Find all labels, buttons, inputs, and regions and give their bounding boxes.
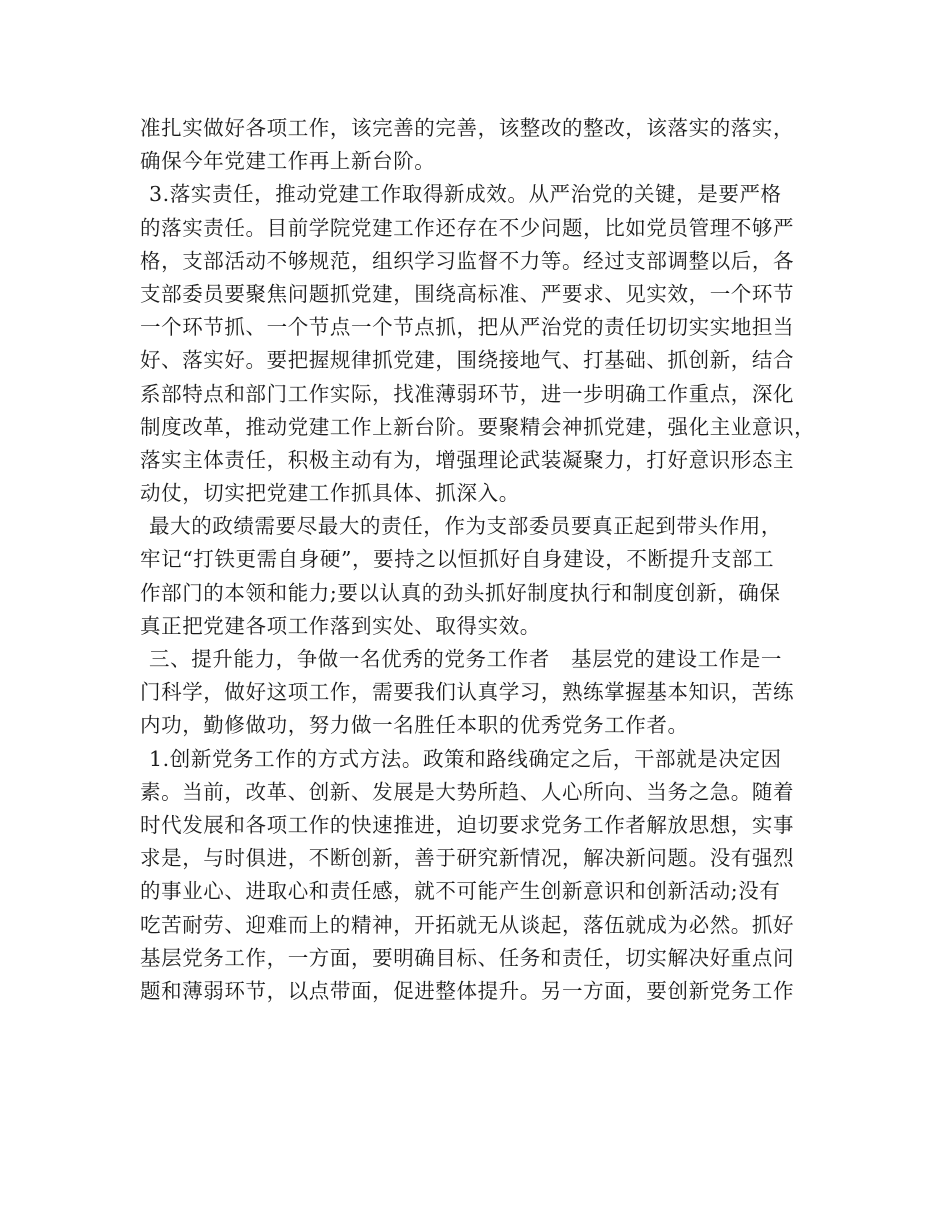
text-line: 一个环节抓、一个节点一个节点抓，把从严治党的责任切切实实地担当 (140, 315, 795, 340)
text-line: 求是，与时俱进，不断创新，善于研究新情况，解决新问题。没有强烈 (140, 846, 795, 871)
text-line: 牢记“打铁更需自身硬”，要持之以恒抓好自身建设，不断提升支部工 (140, 547, 775, 572)
document-body (140, 112, 830, 1008)
text-line: 作部门的本领和能力;要以认真的劲头抓好制度执行和制度创新，确保 (140, 580, 781, 605)
text-line: 3.落实责任，推动党建工作取得新成效。从严治党的关键，是要严格 (149, 182, 782, 207)
text-line: 三、提升能力，争做一名优秀的党务工作者 基层党的建设工作是一 (149, 647, 782, 671)
text-line: 好、落实好。要把握规律抓党建，围绕接地气、打基础、抓创新，结合 (140, 348, 795, 373)
text-line: 动仗，切实把党建工作抓具体、抓深入。 (140, 481, 520, 506)
text-line: 系部特点和部门工作实际，找准薄弱环节，进一步明确工作重点，深化 (140, 381, 795, 406)
text-line: 准扎实做好各项工作，该完善的完善，该整改的整改，该落实的落实， (140, 116, 795, 140)
text-line: 真正把党建各项工作落到实处、取得实效。 (140, 613, 541, 638)
text-line: 的事业心、进取心和责任感，就不可能产生创新意识和创新活动;没有 (140, 879, 781, 904)
text-line: 素。当前，改革、创新、发展是大势所趋、人心所向、当务之急。随着 (140, 779, 795, 804)
text-line: 落实主体责任，积极主动有为，增强理论武装凝聚力，打好意识形态主 (140, 447, 795, 472)
text-line: 最大的政绩需要尽最大的责任，作为支部委员要真正起到带头作用， (149, 514, 782, 539)
text-line: 的落实责任。目前学院党建工作还存在不少问题，比如党员管理不够严 (140, 215, 795, 240)
text-line: 吃苦耐劳、迎难而上的精神，开拓就无从谈起，落伍就成为必然。抓好 (140, 912, 795, 937)
text-line: 基层党务工作，一方面，要明确目标、任务和责任，切实解决好重点问 (140, 945, 795, 970)
text-line: 题和薄弱环节，以点带面，促进整体提升。另一方面，要创新党务工作 (140, 978, 795, 1003)
text-line: 1.创新党务工作的方式方法。政策和路线确定之后，干部就是决定因 (149, 746, 782, 771)
text-line: 门科学，做好这项工作，需要我们认真学习，熟练掌握基本知识，苦练 (140, 680, 795, 705)
text-line: 制度改革，推动党建工作上新台阶。要聚精会神抓党建，强化主业意识， (140, 414, 816, 439)
text-line: 内功，勤修做功，努力做一名胜任本职的优秀党务工作者。 (140, 713, 689, 738)
text-line: 支部委员要聚焦问题抓党建，围绕高标准、严要求、见实效，一个环节 (140, 281, 795, 306)
text-line: 时代发展和各项工作的快速推进，迫切要求党务工作者解放思想，实事 (140, 812, 795, 837)
text-line: 格，支部活动不够规范，组织学习监督不力等。经过支部调整以后，各 (140, 248, 795, 273)
text-line: 确保今年党建工作再上新台阶。 (140, 149, 436, 174)
